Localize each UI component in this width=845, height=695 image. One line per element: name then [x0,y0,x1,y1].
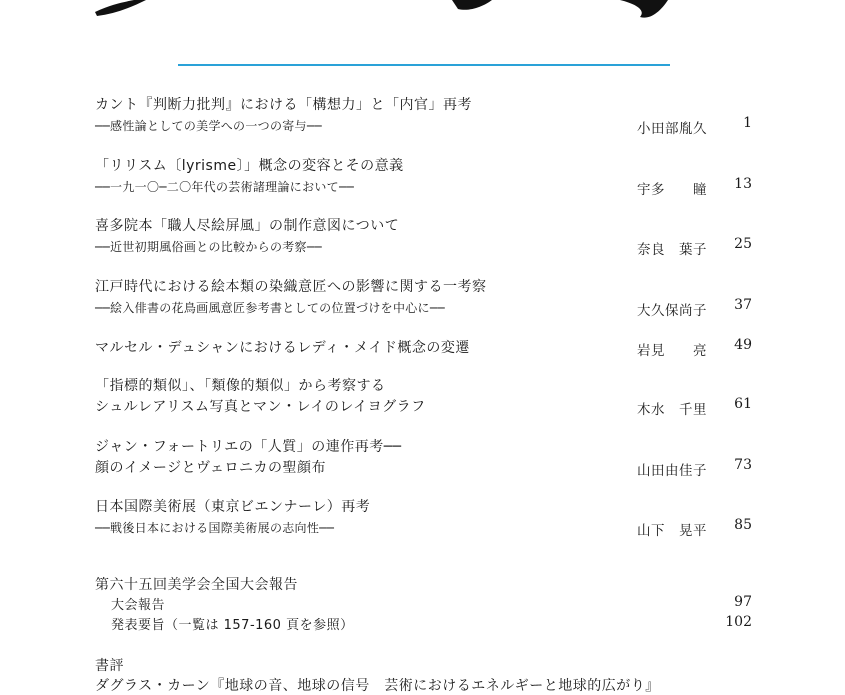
article-title: カント『判断力批判』における「構想力」と「内官」再考 [95,97,472,113]
article-title: マルセル・デュシャンにおけるレディ・メイド概念の変遷 [95,340,470,356]
toc-entry[interactable] [95,375,760,417]
toc-entry[interactable] [95,155,760,197]
article-page: 1 [743,115,752,131]
article-title: 江戸時代における絵本類の染織意匠への影響に関する一考察 [95,279,487,295]
review-entry[interactable]: ダグラス・カーン『地球の音、地球の信号 芸術におけるエネルギーと地球的広がり』 [95,678,660,694]
article-author: 大久保尚子 [637,303,707,319]
toc-entry[interactable] [95,496,760,538]
article-page: 73 [734,457,752,473]
toc-entry[interactable] [95,276,760,318]
report-item-label: 大会報告 [111,598,166,613]
toc-entry[interactable] [95,94,760,136]
article-page: 13 [734,176,752,192]
article-page: 25 [734,236,752,252]
report-item[interactable] [95,614,760,634]
article-page: 37 [734,297,752,313]
report-item-page: 97 [734,594,752,610]
article-subtitle: ──一九一〇─二〇年代の芸術諸理論において── [95,180,355,194]
article-page: 49 [734,337,752,353]
report-item-label: 発表要旨（一覧は 157-160 頁を参照） [111,618,354,633]
article-title: 「指標的類似」、「類像的類似」から考察する [95,378,386,394]
report-heading: 第六十五回美学会全国大会報告 [95,577,298,593]
conference-report-section [95,574,760,634]
article-subtitle: ──絵入俳書の花鳥画風意匠参考書としての位置づけを中心に── [95,301,445,315]
title-calligraphy-fragment [0,0,845,30]
article-title: 喜多院本「職人尽絵屏風」の制作意図について [95,218,400,234]
article-author: 奈良 葉子 [637,242,707,258]
toc-entry[interactable] [95,436,760,478]
article-author: 宇多 瞳 [637,182,707,198]
article-author: 小田部胤久 [637,121,707,137]
title-rule [178,64,670,66]
article-subtitle: ──近世初期風俗画との比較からの考察── [95,240,322,254]
article-page: 61 [734,396,752,412]
article-title: ジャン・フォートリエの「人質」の連作再考── [95,439,402,455]
article-title-continued: 顔のイメージとヴェロニカの聖顔布 [95,460,327,476]
article-title-continued: シュルレアリスム写真とマン・レイのレイヨグラフ [95,399,426,415]
reviews-heading: 書評 [95,658,124,674]
report-item[interactable] [95,594,760,614]
article-author: 岩見 亮 [637,343,707,359]
report-item-page: 102 [725,614,752,630]
article-subtitle: ──戦後日本における国際美術展の志向性── [95,521,335,535]
article-page: 85 [734,517,752,533]
toc-entry[interactable] [95,215,760,257]
article-author: 山田由佳子 [637,463,707,479]
article-title: 日本国際美術展（東京ビエンナーレ）再考 [95,499,371,515]
article-author: 山下 晃平 [637,523,707,539]
article-author: 木水 千里 [637,402,707,418]
reviews-section [95,655,760,695]
article-title: 「リリスム〔lyrisme〕」概念の変容とその意義 [95,158,404,174]
toc-entry[interactable] [95,337,760,358]
article-subtitle: ──感性論としての美学への一つの寄与── [95,119,322,133]
